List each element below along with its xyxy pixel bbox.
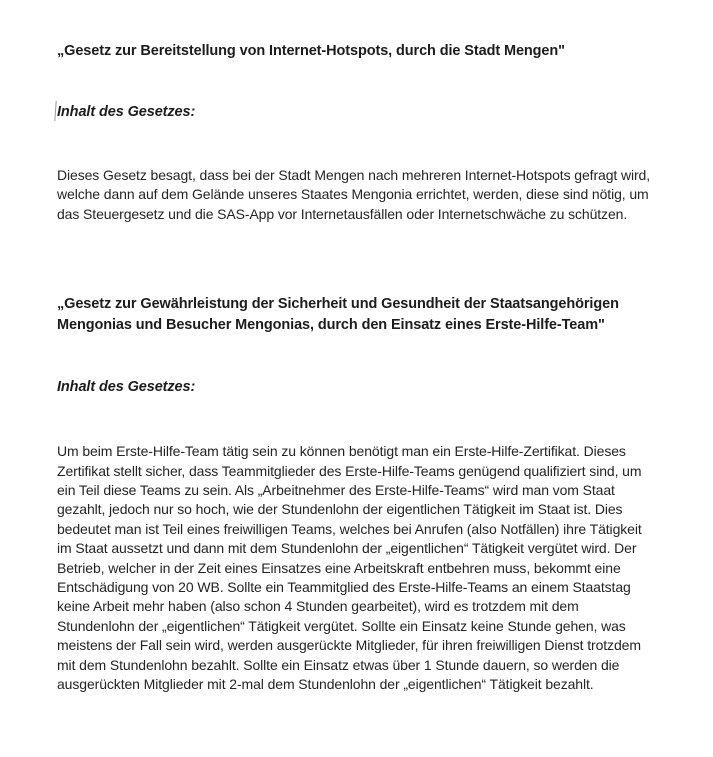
law1-subheading [57, 103, 656, 122]
law2-body-paragraph: Um beim Erste-Hilfe-Team tätig sein zu können benötigt man ein Erste-Hilfe-Zertifikat. Dieses Zertifikat stellt sicher, dass Teammitglieder des Erste-Hilfe-Teams genügend qualifiziert sind, um ein Teil diese Teams zu sein. Als „Arbeitnehmer des Erste-Hilfe-Teams“ wird man vom Staat gezahlt, jedoch nur so hoch, wie der Stundenlohn der eigentlichen Tätigkeit im Staat ist. Dies bedeutet man ist Teil eines freiwilligen Teams, welches bei Anrufen (also Notfällen) ihre Tätigkeit im Staat aussetzt und dann mit dem Stundenlohn der „eigentlichen“ Tätigkeit vergütet wird. Der Betrieb, welcher in der Zeit eines Einsatzes eine Arbeitskraft entbehren muss, bekommt eine Entschädigung von 20 WB. Sollte ein Teammitglied des Erste-Hilfe-Teams an einem Staatstag keine Arbeit mehr haben (also schon 4 Stunden gearbeitet), wird es trotzdem mit dem Stundenlohn der „eigentlichen“ Tätigkeit vergütet. Sollte ein Einsatz keine Stunde gehen, was meistens der Fall sein wird, werden ausgerückte Mitglieder, für ihren freiwilligen Dienst trotzdem mit dem Stundenlohn bezahlt. Sollte ein Einsatz etwas über 1 Stunde dauern, so werden die ausgerückten Mitglieder mit 2-mal dem Stundenlohn der „eigentlichen“ Tätigkeit bezahlt. [57, 443, 642, 693]
law1-body-paragraph: Dieses Gesetz besagt, dass bei der Stadt Mengen nach mehreren Internet-Hotspots gefragt wird, welche dann auf dem Gelände unseres Staates Mengonia errichtet, werden, diese sind nötig, um das Steuergesetz und die SAS-App vor Internetausfällen oder Internetschwäche zu schützen. [57, 167, 651, 222]
law2-subheading: Inhalt des Gesetzes: [57, 379, 196, 396]
law1-subheading-label: Inhalt des Gesetzes: [57, 104, 196, 120]
law2-title: „Gesetz zur Gewährleistung der Sicherheit und Gesundheit der Staatsangehörigen Mengonias und Besucher Mengonias, durch den Einsatz eines Erste-Hilfe-Team" [57, 296, 619, 334]
law1-title: „Gesetz zur Bereitstellung von Internet-Hotspots, durch die Stadt Mengen" [57, 43, 565, 59]
